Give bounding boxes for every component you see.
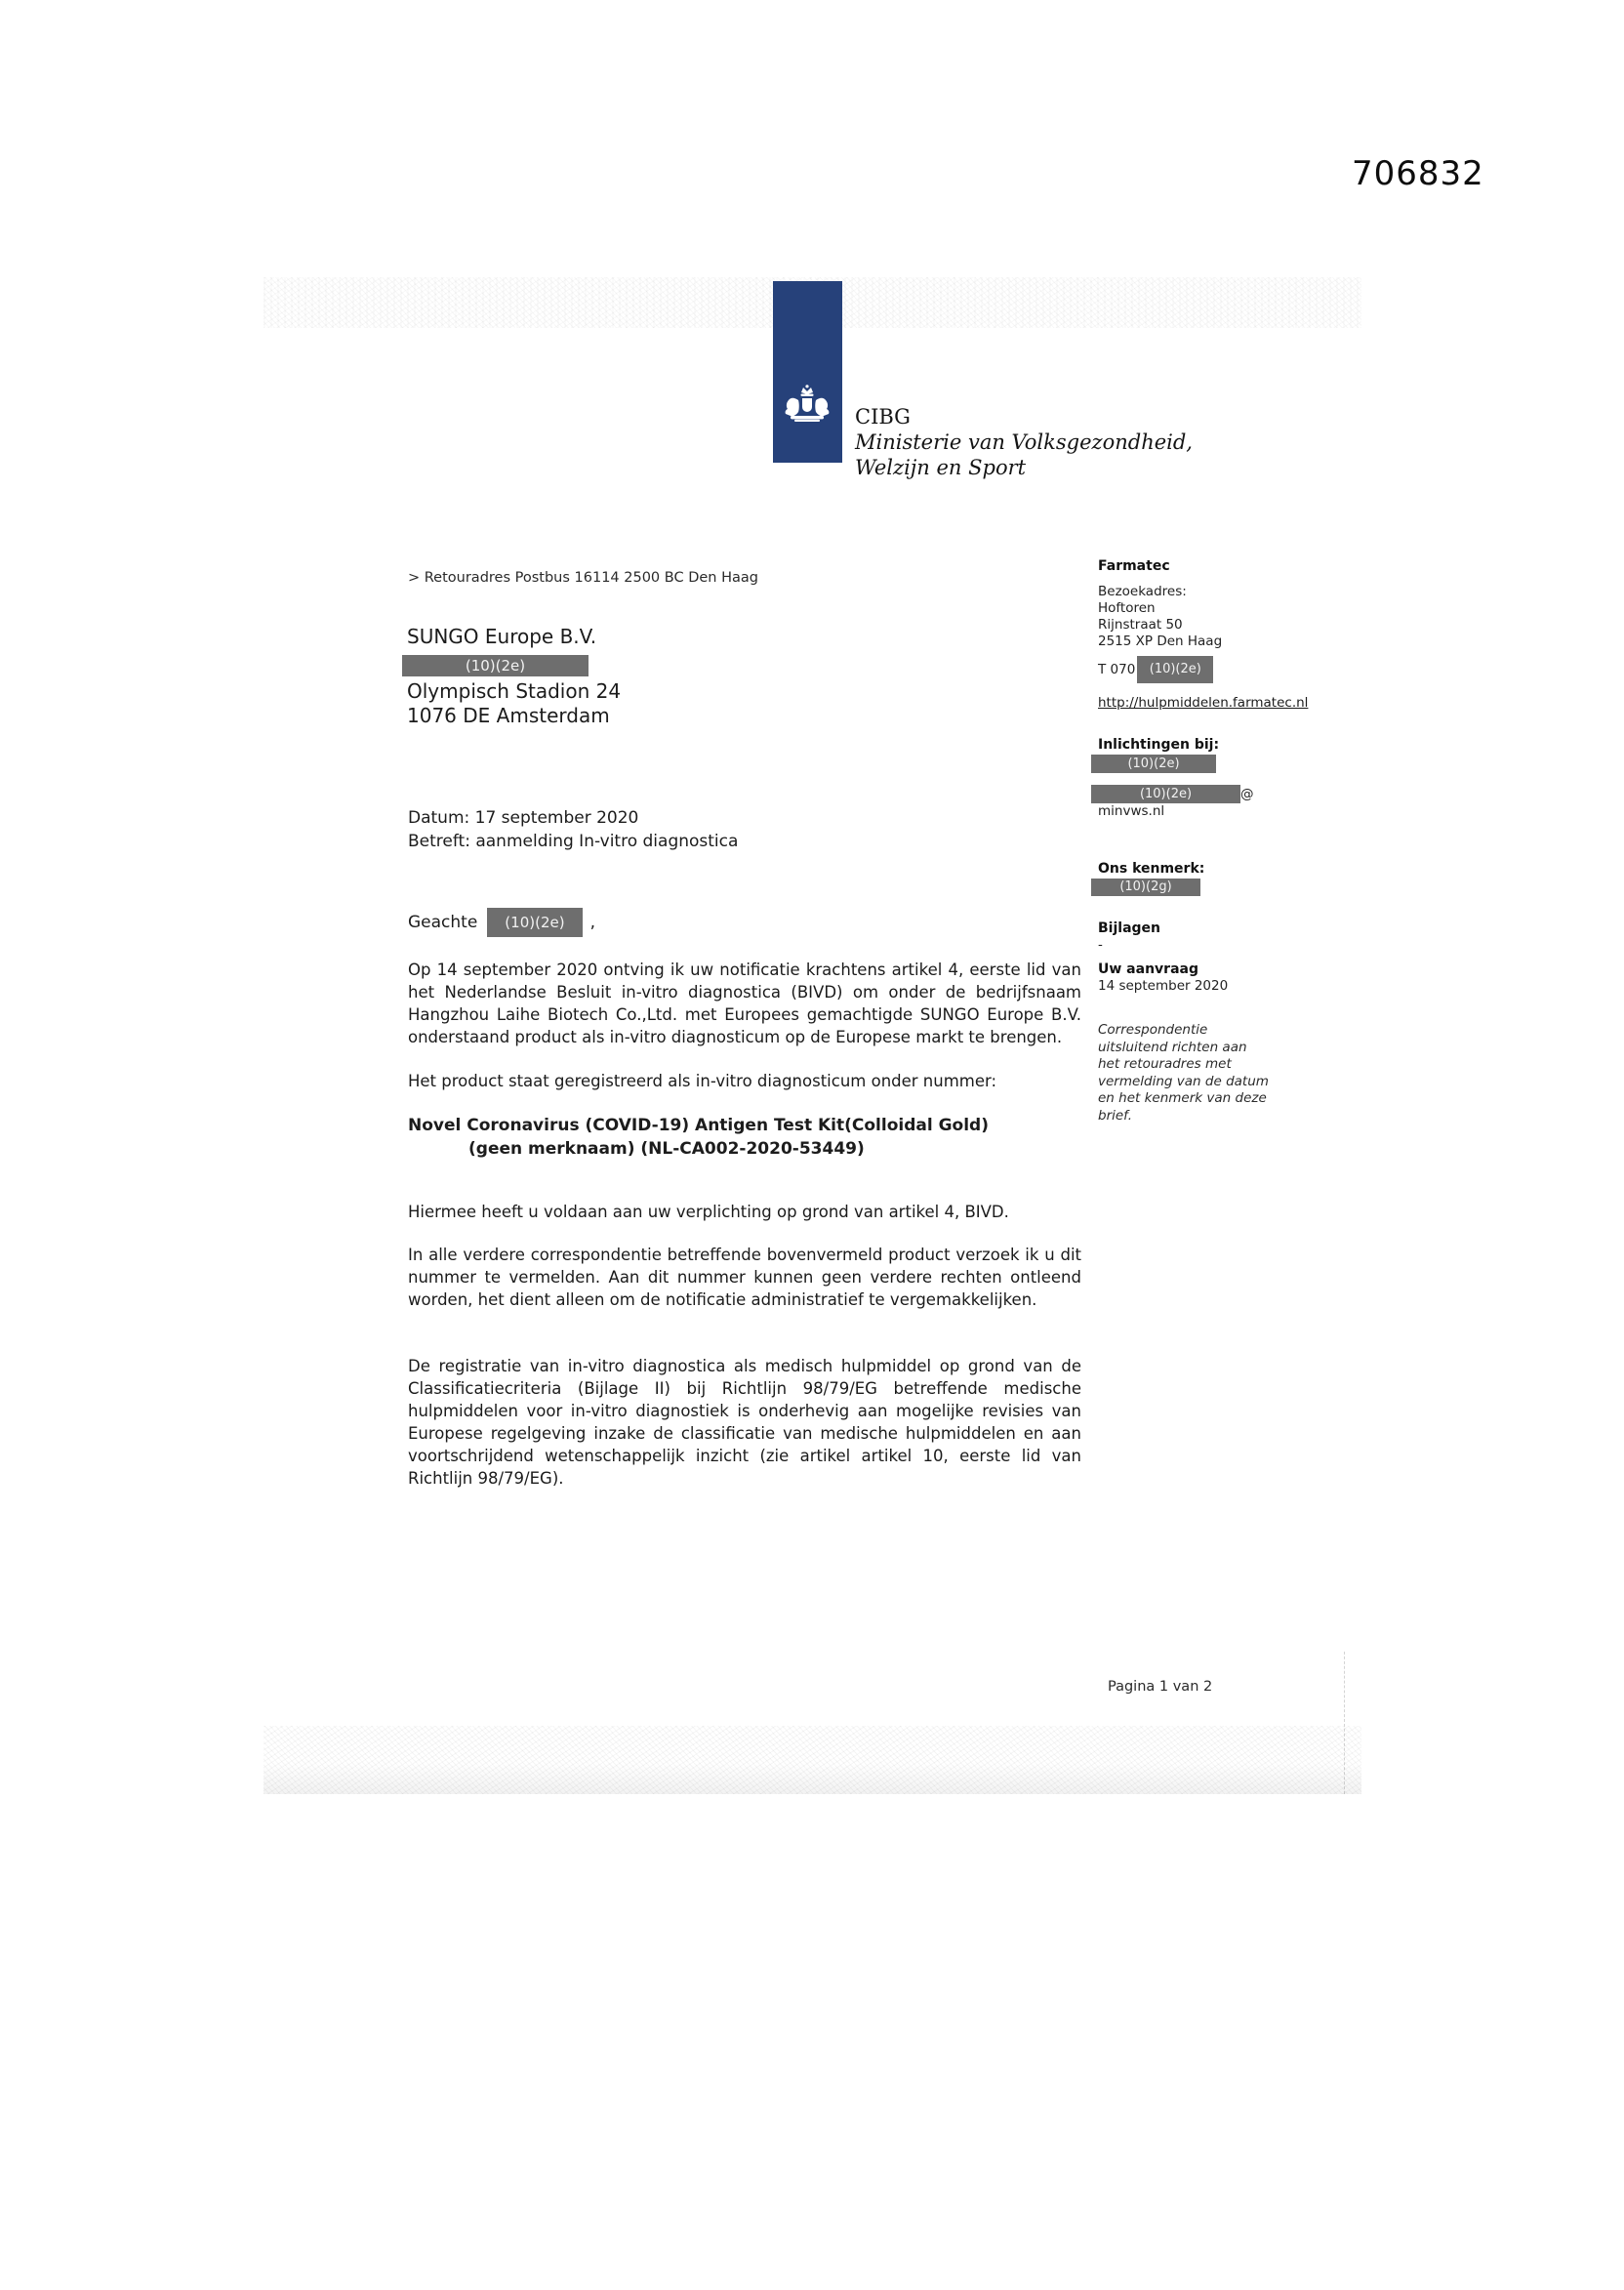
visit-label: Bezoekadres: <box>1098 584 1187 599</box>
email-row <box>1091 785 1288 803</box>
correspondence-note: Correspondentie uitsluitend richten aan het retouradres met vermelding van de datum en het kenmerk van deze brief. <box>1098 1022 1269 1124</box>
product-name-line2: (geen merknaam) (NL-CA002-2020-53449) <box>468 1139 865 1159</box>
scan-edge-mark <box>1344 1652 1345 1794</box>
recipient-street: Olympisch Stadion 24 <box>407 679 622 703</box>
scan-number: 706832 <box>1352 154 1484 193</box>
sidebar-dept: Farmatec <box>1098 558 1170 574</box>
attachments-label: Bijlagen <box>1098 920 1160 936</box>
logo-ministry-line2: Welzijn en Sport <box>855 456 1027 479</box>
email-domain: minvws.nl <box>1098 803 1165 819</box>
return-address: > Retouradres Postbus 16114 2500 BC Den Haag <box>408 570 758 586</box>
visit-address-block <box>1098 584 1288 650</box>
salutation-suffix: , <box>589 913 595 932</box>
paragraph-classification: De registratie van in-vitro diagnostica als medisch hulpmiddel op grond van de Classificatiecriteria (Bijlage II) bij Richtlijn 98/79/EG betreffende medische hulpmiddelen voor in-vitro diagnostiek is onderhevig aan mogelijke revisies van Europese regelgeving inzake de classificatie van medische hulpmiddelen en aan voortschrijdend wetenschappelijk inzicht (zie artikel artikel 10, eerste lid van Richtlijn 98/79/EG). <box>408 1357 1081 1488</box>
farmatec-link[interactable]: http://hulpmiddelen.farmatec.nl <box>1098 695 1309 711</box>
paragraph-compliance: Hiermee heeft u voldaan aan uw verplichting op grond van artikel 4, BIVD. <box>408 1203 1009 1221</box>
visit-line: Hoftoren <box>1098 600 1156 616</box>
product-name-line1: Novel Coronavirus (COVID-19) Antigen Test Kit(Colloidal Gold) <box>408 1116 989 1135</box>
redaction-bar: (10)(2e) <box>1091 785 1240 803</box>
logo-ministry-line1: Ministerie van Volksgezondheid, <box>855 430 1193 454</box>
visit-line: 2515 XP Den Haag <box>1098 634 1223 649</box>
request-label: Uw aanvraag <box>1098 961 1198 977</box>
phone-prefix: T 070 <box>1098 662 1136 677</box>
phone-row <box>1098 656 1288 683</box>
visit-line: Rijnstraat 50 <box>1098 617 1183 633</box>
contact-label: Inlichtingen bij: <box>1098 737 1220 753</box>
recipient-city: 1076 DE Amsterdam <box>407 704 610 727</box>
recipient-company: SUNGO Europe B.V. <box>407 625 597 648</box>
redaction-bar: (10)(2e) <box>487 908 582 937</box>
redaction-bar: (10)(2e) <box>1137 656 1213 683</box>
letter-date: Datum: 17 september 2020 <box>408 808 639 828</box>
redaction-bar: (10)(2g) <box>1091 879 1200 896</box>
letter-meta <box>408 806 738 853</box>
page-number: Pagina 1 van 2 <box>1108 1679 1213 1695</box>
redaction-bar: (10)(2e) <box>402 655 589 676</box>
attachments-value: - <box>1098 937 1103 953</box>
letter-subject: Betreft: aanmelding In-vitro diagnostica <box>408 832 739 851</box>
product-name-block <box>408 1114 1081 1161</box>
ref-label: Ons kenmerk: <box>1098 861 1205 877</box>
ministry-logo-bar <box>773 281 842 463</box>
request-value: 14 september 2020 <box>1098 978 1229 994</box>
paragraph-number-usage: In alle verdere correspondentie betreffende bovenvermeld product verzoek ik u dit nummer te vermelden. Aan dit nummer kunnen geen verdere rechten ontleend worden, het dient alleen om de notificatie administratief te vergemakkelijken. <box>408 1246 1081 1309</box>
ministry-logo-text <box>855 404 1193 480</box>
paragraph-registered: Het product staat geregistreerd als in-vitro diagnosticum onder nummer: <box>408 1072 997 1090</box>
salutation-prefix: Geachte <box>408 913 478 932</box>
salutation <box>408 908 595 937</box>
dutch-coat-of-arms-icon <box>783 385 832 449</box>
scan-noise-band-bottom <box>264 1726 1361 1794</box>
redaction-bar: (10)(2e) <box>1091 755 1216 773</box>
recipient-block <box>407 625 621 728</box>
sidebar <box>1098 558 1309 1125</box>
email-at: @ <box>1240 786 1254 802</box>
paragraph-notification: Op 14 september 2020 ontving ik uw notificatie krachtens artikel 4, eerste lid van het Nederlandse Besluit in-vitro diagnostica (BIVD) om onder de bedrijfsnaam Hangzhou Laihe Biotech Co.,Ltd. met Europees gemachtigde SUNGO Europe B.V. onderstaand product als in-vitro diagnosticum op de Europese markt te brengen. <box>408 961 1081 1046</box>
logo-org-name: CIBG <box>855 405 911 429</box>
